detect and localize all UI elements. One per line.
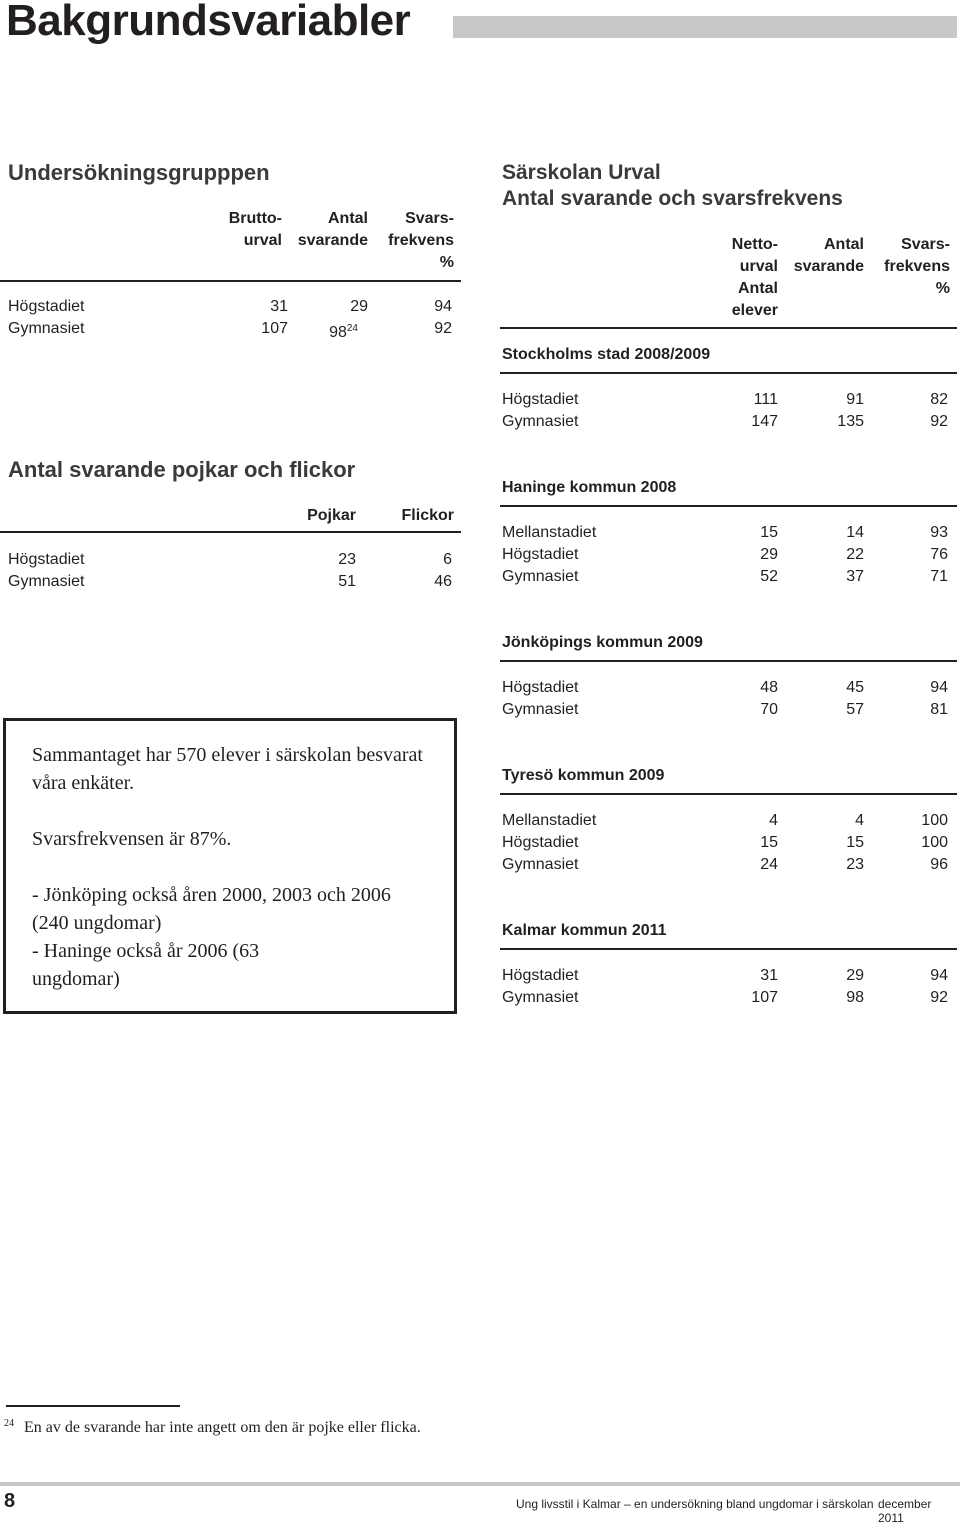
cell-svars: 81 — [930, 701, 948, 718]
footer-title: Ung livsstil i Kalmar – en undersökning bland ungdomar i särskolan — [516, 1497, 874, 1511]
group-header-antal: Antal svarande — [297, 210, 368, 249]
urval-group-rule — [500, 660, 957, 662]
cell-brutto: 107 — [261, 320, 288, 337]
group-table-header — [0, 208, 460, 278]
row-label: Högstadiet — [8, 298, 85, 315]
row-label: Gymnasiet — [502, 568, 579, 585]
row-label: Gymnasiet — [502, 701, 579, 718]
cell-pojkar: 51 — [338, 573, 356, 590]
note-line: - Haninge också år 2006 (63 ungdomar) — [32, 940, 260, 990]
cell-netto: 15 — [760, 834, 778, 851]
footnote-text: En av de svarande har inte angett om den är pojke eller flicka. — [24, 1419, 421, 1436]
urval-group-label: Haninge kommun 2008 — [502, 479, 677, 496]
cell-svars: 96 — [930, 856, 948, 873]
cell-netto: 24 — [760, 856, 778, 873]
urval-title-line1: Särskolan Urval — [502, 161, 661, 184]
table-row — [502, 522, 952, 544]
table-row — [502, 411, 952, 433]
cell-netto: 111 — [753, 391, 778, 408]
row-label: Gymnasiet — [502, 856, 579, 873]
cell-antal: 91 — [846, 391, 864, 408]
cell-netto: 147 — [751, 413, 778, 430]
cell-antal: 98 — [846, 989, 864, 1006]
cell-netto: 29 — [760, 546, 778, 563]
urval-group-rule — [500, 372, 957, 374]
footnote — [4, 1418, 421, 1437]
row-label: Gymnasiet — [502, 413, 579, 430]
gender-header-pojkar: Pojkar — [307, 507, 356, 524]
urval-group-label: Jönköpings kommun 2009 — [502, 634, 703, 651]
cell-antal: 135 — [837, 413, 864, 430]
note-line: - Jönköping också åren 2000, 2003 och 2006 (240 ungdomar) — [32, 884, 391, 934]
group-table-title: Undersökningsgrupppen — [8, 160, 270, 185]
table-row — [8, 318, 458, 340]
cell-antal: 22 — [846, 546, 864, 563]
urval-group-rule — [500, 505, 957, 507]
cell-antal: 57 — [846, 701, 864, 718]
row-label: Högstadiet — [502, 546, 579, 563]
cell-flickor: 46 — [434, 573, 452, 590]
table-row — [502, 987, 952, 1009]
urval-group-rule — [500, 793, 957, 795]
cell-svars: 94 — [434, 298, 452, 315]
table-row — [502, 389, 952, 411]
page-title: Bakgrundsvariabler — [6, 0, 411, 45]
footnote-number: 24 — [4, 1418, 14, 1429]
row-label: Mellanstadiet — [502, 812, 597, 829]
cell-antal: 37 — [846, 568, 864, 585]
cell-svars: 92 — [930, 989, 948, 1006]
gender-header-flickor: Flickor — [401, 507, 454, 524]
cell-netto: 48 — [760, 679, 778, 696]
page-number: 8 — [4, 1490, 16, 1512]
urval-header-netto: Netto- urval Antal elever — [731, 236, 778, 319]
cell-svars: 93 — [930, 524, 948, 541]
urval-title-line2: Antal svarande och svarsfrekvens — [502, 187, 843, 210]
table-row — [502, 566, 952, 588]
summary-note-box — [3, 718, 457, 1014]
gender-table-title: Antal svarande pojkar och flickor — [8, 457, 356, 482]
cell-netto: 52 — [760, 568, 778, 585]
table-row — [8, 549, 458, 571]
row-label: Gymnasiet — [8, 320, 85, 337]
group-header-brutto: Brutto- urval — [228, 210, 282, 249]
cell-netto: 4 — [769, 812, 778, 829]
footer-bar — [0, 1482, 960, 1486]
table-row — [502, 677, 952, 699]
cell-antal: 23 — [846, 856, 864, 873]
note-line: Sammantaget har 570 elever i särskolan besvarat våra enkäter. — [32, 744, 423, 794]
cell-flickor: 6 — [443, 551, 452, 568]
cell-antal: $98^{24}$ — [329, 323, 358, 341]
cell-svars: 100 — [921, 834, 948, 851]
cell-svars: 100 — [921, 812, 948, 829]
row-label: Högstadiet — [8, 551, 85, 568]
cell-netto: 31 — [760, 967, 778, 984]
table-row — [502, 810, 952, 832]
cell-svars: 92 — [930, 413, 948, 430]
cell-antal: 4 — [855, 812, 864, 829]
table-row — [502, 699, 952, 721]
urval-group-label: Stockholms stad 2008/2009 — [502, 346, 711, 363]
cell-svars: 82 — [930, 391, 948, 408]
urval-table-title — [502, 160, 843, 212]
row-label: Högstadiet — [502, 834, 579, 851]
row-label: Högstadiet — [502, 391, 579, 408]
cell-svars: 94 — [930, 679, 948, 696]
cell-svars: 76 — [930, 546, 948, 563]
footnote-ref: 24 — [346, 323, 358, 334]
urval-header-rule — [500, 327, 957, 329]
cell-antal: 14 — [846, 524, 864, 541]
urval-group-rule — [500, 948, 957, 950]
cell-svars: 92 — [434, 320, 452, 337]
row-label: Högstadiet — [502, 967, 579, 984]
cell-antal: 45 — [846, 679, 864, 696]
table-row — [8, 296, 458, 318]
cell-antal: 29 — [846, 967, 864, 984]
urval-header-svars: Svars- frekvens % — [884, 236, 950, 297]
table-row — [8, 571, 458, 593]
cell-netto: 15 — [760, 524, 778, 541]
note-line: Svarsfrekvensen är 87%. — [32, 828, 232, 850]
gender-table-rule — [0, 531, 461, 533]
row-label: Mellanstadiet — [502, 524, 597, 541]
group-table-rule — [0, 280, 461, 282]
cell-netto: 70 — [760, 701, 778, 718]
cell-netto: 107 — [751, 989, 778, 1006]
cell-antal: 29 — [350, 298, 368, 315]
cell-svars: 71 — [930, 568, 948, 585]
urval-group-label: Tyresö kommun 2009 — [502, 767, 665, 784]
urval-header-antal: Antal svarande — [793, 236, 864, 275]
table-row — [502, 854, 952, 876]
row-label: Högstadiet — [502, 679, 579, 696]
row-label: Gymnasiet — [8, 573, 85, 590]
cell-pojkar: 23 — [338, 551, 356, 568]
cell-brutto: 31 — [270, 298, 288, 315]
footnote-rule — [6, 1405, 180, 1407]
table-row — [502, 832, 952, 854]
urval-group-label: Kalmar kommun 2011 — [502, 922, 667, 939]
footer-date: december 2011 — [878, 1497, 932, 1525]
cell-svars: 94 — [930, 967, 948, 984]
cell-antal: 15 — [846, 834, 864, 851]
group-header-svars: Svars- frekvens % — [388, 210, 454, 271]
title-decoration-bar — [453, 16, 957, 38]
table-row — [502, 544, 952, 566]
table-row — [502, 965, 952, 987]
row-label: Gymnasiet — [502, 989, 579, 1006]
